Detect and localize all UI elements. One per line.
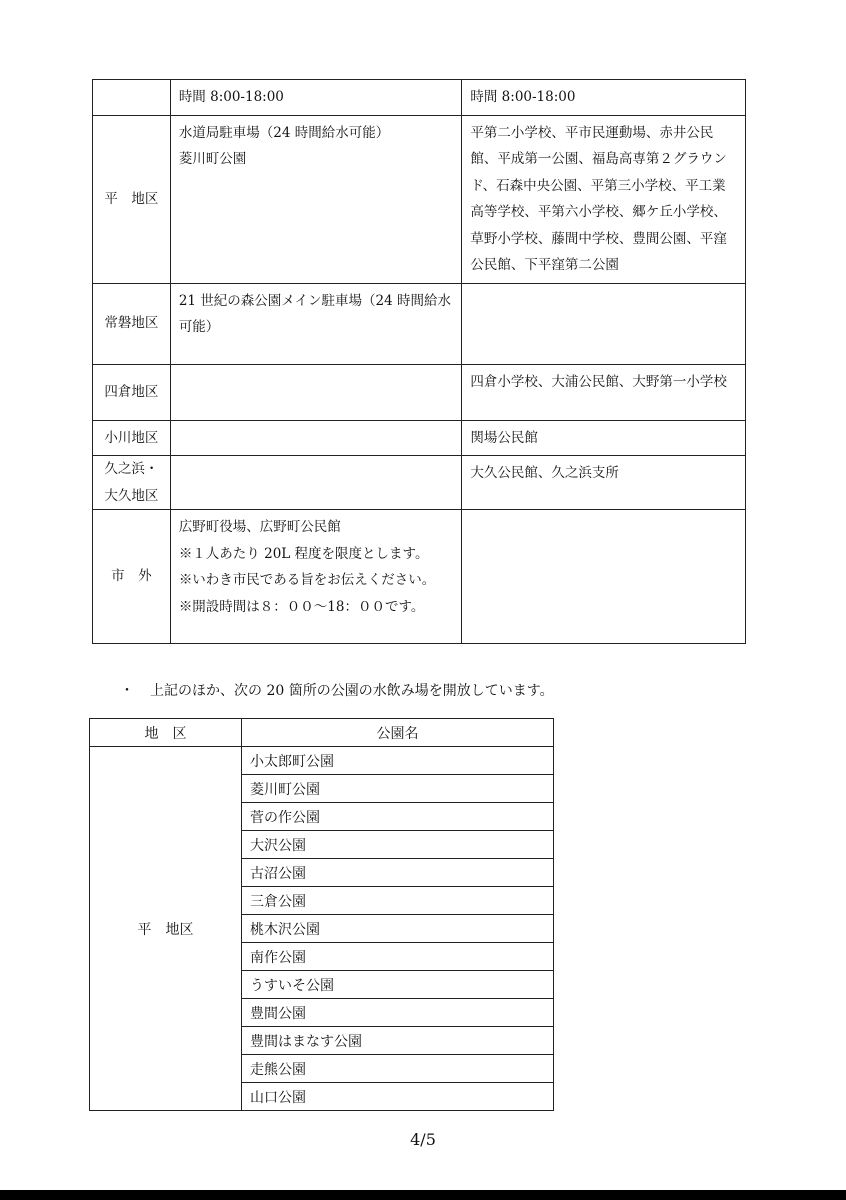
region-cell: 市 外: [93, 510, 171, 644]
table-row: [93, 420, 746, 456]
fixed-cell: [462, 420, 746, 456]
fixed-cell: [462, 456, 746, 510]
park-cell: うすいそ公園: [242, 971, 554, 999]
park-cell: 南作公園: [242, 943, 554, 971]
park-cell: 小太郎町公園: [242, 747, 554, 775]
note-text: 上記のほか、次の 20 箇所の公園の水飲み場を開放しています。: [150, 683, 554, 699]
park-cell: 三倉公園: [242, 887, 554, 915]
cell-line: 菱川町公園: [178, 151, 247, 167]
cell-line: 関場公民館: [470, 429, 538, 446]
cell-line: ※開設時間は８：００～18：００です。: [178, 598, 425, 615]
table-header-row: [90, 719, 554, 747]
tanker-cell: [170, 456, 462, 510]
region-cell: 常磐地区: [93, 283, 171, 364]
fixed-cell: [462, 364, 746, 420]
region-cell: 平 地区: [93, 115, 171, 283]
region-cell: 小川地区: [93, 420, 171, 456]
table-row: [93, 80, 746, 116]
table-row: [90, 747, 554, 775]
park-cell: 古沼公園: [242, 859, 554, 887]
park-cell: 豊間はまなす公園: [242, 1027, 554, 1055]
fixed-cell: [462, 80, 746, 116]
cell-line: 広野町役場、広野町公民館: [178, 519, 341, 535]
cell-text: 21 世紀の森公園メイン駐車場（24 時間給水可能）: [178, 292, 451, 335]
water-supply-table: [92, 79, 746, 644]
table-row: [93, 115, 746, 283]
cell-line: 大久公民館、久之浜支所: [470, 465, 619, 481]
region-cell: 平 地区: [90, 747, 242, 1111]
cell-line: 時間 8:00-18:00: [470, 89, 576, 105]
table-row: [93, 456, 746, 510]
note-line: [120, 680, 554, 700]
table-row: [93, 510, 746, 644]
tanker-cell: [170, 80, 462, 116]
page-number: 4/5: [410, 1130, 436, 1149]
table-row: [93, 364, 746, 420]
tanker-cell: [170, 283, 462, 364]
tanker-cell: [170, 364, 462, 420]
park-cell: 豊間公園: [242, 999, 554, 1027]
cell-line: ※いわき市民である旨をお伝えください。: [178, 572, 436, 588]
fixed-cell: [462, 115, 746, 283]
cell-line: 水道局駐車場（24 時間給水可能）: [178, 124, 390, 141]
region-cell: [93, 456, 171, 510]
fixed-cell: [462, 510, 746, 644]
column-header-region: 地 区: [90, 719, 242, 747]
cell-line: ※１人あたり 20L 程度を限度とします。: [178, 545, 429, 562]
cell-text: 四倉小学校、大浦公民館、大野第一小学校: [470, 373, 727, 390]
column-header-park: 公園名: [242, 719, 554, 747]
park-cell: 山口公園: [242, 1083, 554, 1111]
region-cell: [93, 80, 171, 116]
park-cell: 大沢公園: [242, 831, 554, 859]
park-table: [89, 718, 554, 1111]
cell-text: 平第二小学校、平市民運動場、赤井公民館、平成第一公園、福島高専第２グラウンド、石森中央公園、平第三小学校、平工業高等学校、平第六小学校、郷ケ丘小学校、草野小学校、藤間中学校、豊間公園、平窪公民館、下平窪第二公園: [470, 124, 727, 273]
park-cell: 菱川町公園: [242, 775, 554, 803]
tanker-cell: [170, 420, 462, 456]
region-text: 久之浜・大久地区: [104, 461, 159, 504]
cell-line: 時間 8:00-18:00: [178, 89, 284, 105]
bullet-mark: ・: [120, 683, 134, 699]
tanker-cell: [170, 510, 462, 644]
table-row: [93, 283, 746, 364]
fixed-cell: [462, 283, 746, 364]
park-cell: 桃木沢公園: [242, 915, 554, 943]
bottom-border-bar: [0, 1190, 846, 1200]
park-cell: 走熊公園: [242, 1055, 554, 1083]
region-cell: 四倉地区: [93, 364, 171, 420]
park-cell: 菅の作公園: [242, 803, 554, 831]
tanker-cell: [170, 115, 462, 283]
